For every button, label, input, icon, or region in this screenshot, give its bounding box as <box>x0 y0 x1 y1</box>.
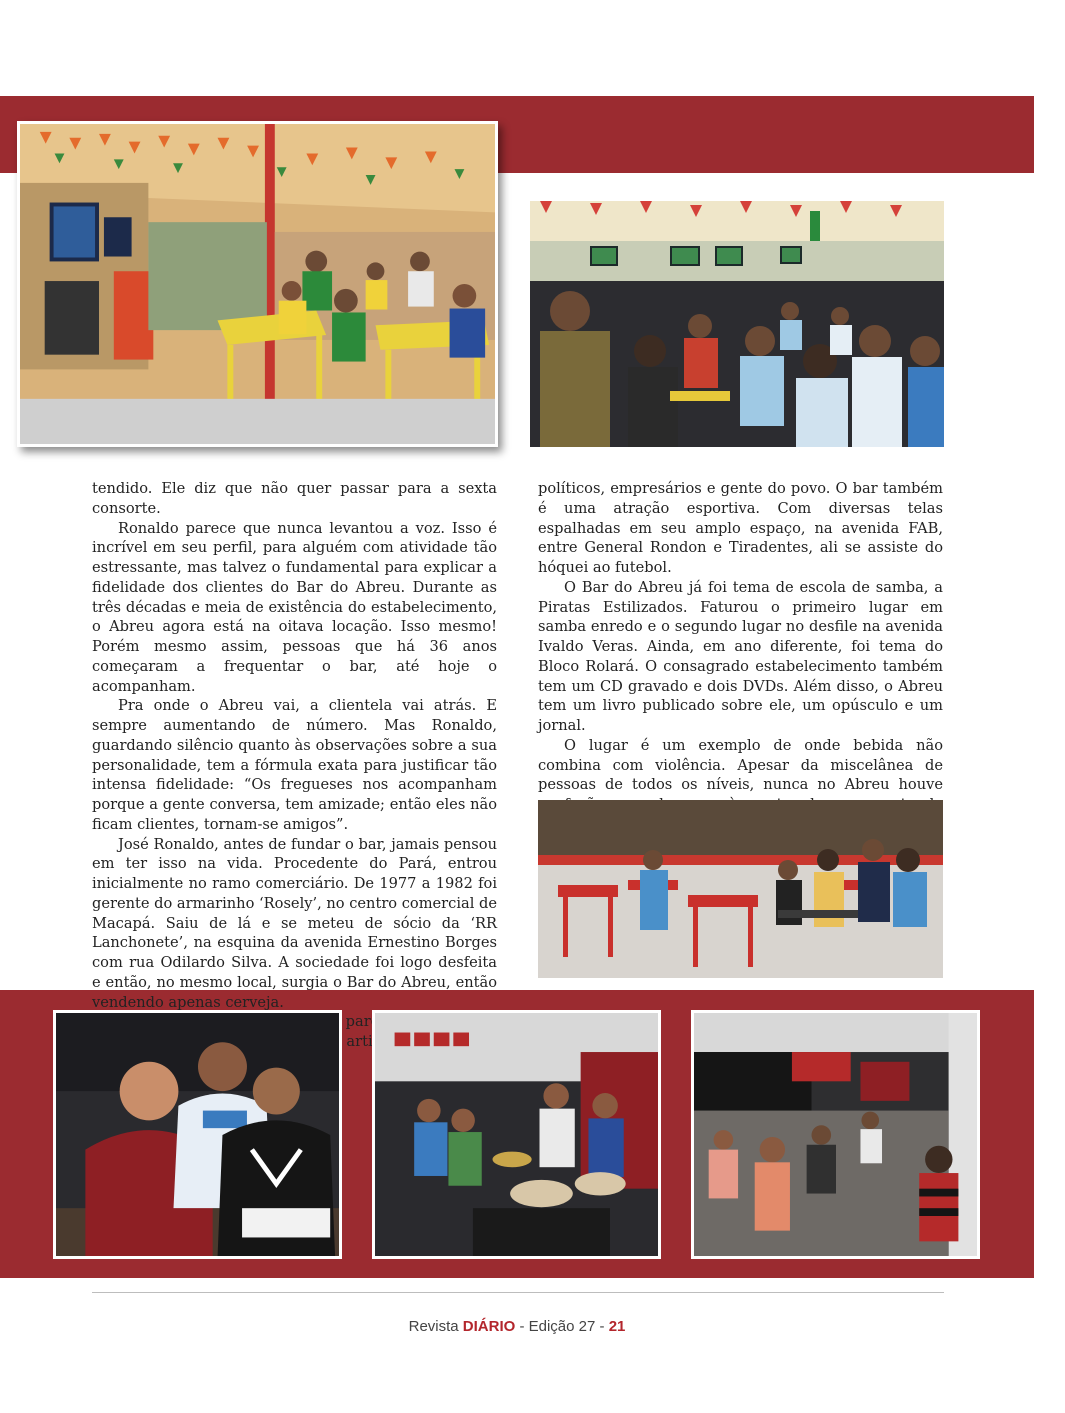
photo-icon <box>56 1013 339 1256</box>
footer-edition: - Edição 27 - <box>515 1318 609 1335</box>
photo-three-friends <box>53 1010 342 1259</box>
paragraph: Ronaldo parece que nunca levantou a voz. Isso é incrível em seu perfil, para alguém com atividade tão estressante, mas talvez o fundamental para explicar a fidelidade dos clientes do Bar do Abreu. Durante as três décadas e meia de existência do estabelecimento, o Abreu agora está na oitava locação. Isso mesmo! Porém mesmo assim, pessoas que há 36 anos começaram a frequentar o bar, até hoje o acompanham. <box>92 519 497 695</box>
footer-prefix: Revista <box>408 1318 463 1335</box>
paragraph: parou, <box>345 1013 394 1031</box>
photo-icon <box>530 201 944 447</box>
photo-crowd-screens <box>530 201 944 447</box>
photo-icon <box>538 800 943 978</box>
photo-band-playing <box>372 1010 661 1259</box>
footer-brand: DIÁRIO <box>462 1318 516 1335</box>
photo-night-street-bar <box>691 1010 980 1259</box>
photo-icon <box>375 1013 658 1256</box>
paragraph: políticos, empresários e gente do povo. O bar também é uma atração esportiva. Com diversas telas espalhadas em seu amplo espaço, na avenida FAB, entre General Rondon e Tiradentes, ali se assiste do hóquei ao futebol. <box>538 480 943 576</box>
photo-icon <box>20 124 495 444</box>
article-left-column <box>92 479 497 1072</box>
paragraph: tendido. Ele diz que não quer passar para a sexta consorte. <box>92 480 497 517</box>
footer-divider <box>92 1292 944 1293</box>
paragraph: O lugar é um exemplo de onde bebida não combina com violência. Apesar da miscelânea de pessoas de todos os níveis, nunca no Abreu houve <box>538 736 943 794</box>
paragraph: O Bar do Abreu já foi tema de escola de samba, a Piratas Estilizados. Faturou o primeiro lugar em samba enredo e o segundo lugar no desfile na avenida Ivaldo Veras. Ainda, em ano diferente, foi tema do Bloco Rolará. O consagrado estabelecimento também tem um CD gravado e dois DVDs. Além disso, o Abreu tem um livro publicado sobre ele, um opúsculo e um jornal. <box>538 578 943 734</box>
paragraph: Pra onde o Abreu vai, a clientela vai atrás. E sempre aumentando de número. Mas Ronaldo, guardando silêncio quanto às observações sobre a sua personalidade, tem a fórmula exata para justificar tão intensa fidelidade: “Os fregueses nos acompanham porque a gente conversa, tem amizade; então eles não ficam clientes, tornam-se amigos”. <box>92 697 497 833</box>
page-footer <box>0 1318 1034 1335</box>
photo-fans-watching-tv <box>17 121 498 447</box>
article-right-column <box>538 479 943 854</box>
photo-friends-at-table <box>538 800 943 978</box>
photo-icon <box>694 1013 977 1256</box>
page-number: 21 <box>608 1318 626 1335</box>
paragraph: José Ronaldo, antes de fundar o bar, jamais pensou em ter isso na vida. Procedente do Pará, entrou inicialmente no ramo comerciário. De 1977 a 1982 foi gerente do armarinho ‘Rosely’, no centro comercial de Macapá. Saiu de lá e se meteu de sócio da ‘RR Lanchonete’, na esquina da avenida Ernestino Borges com rua Odilardo Silva. A sociedade foi logo desfeita e então, no mesmo local, surgia o Bar do Abreu, então vendendo apenas cerveja. <box>92 835 497 1011</box>
